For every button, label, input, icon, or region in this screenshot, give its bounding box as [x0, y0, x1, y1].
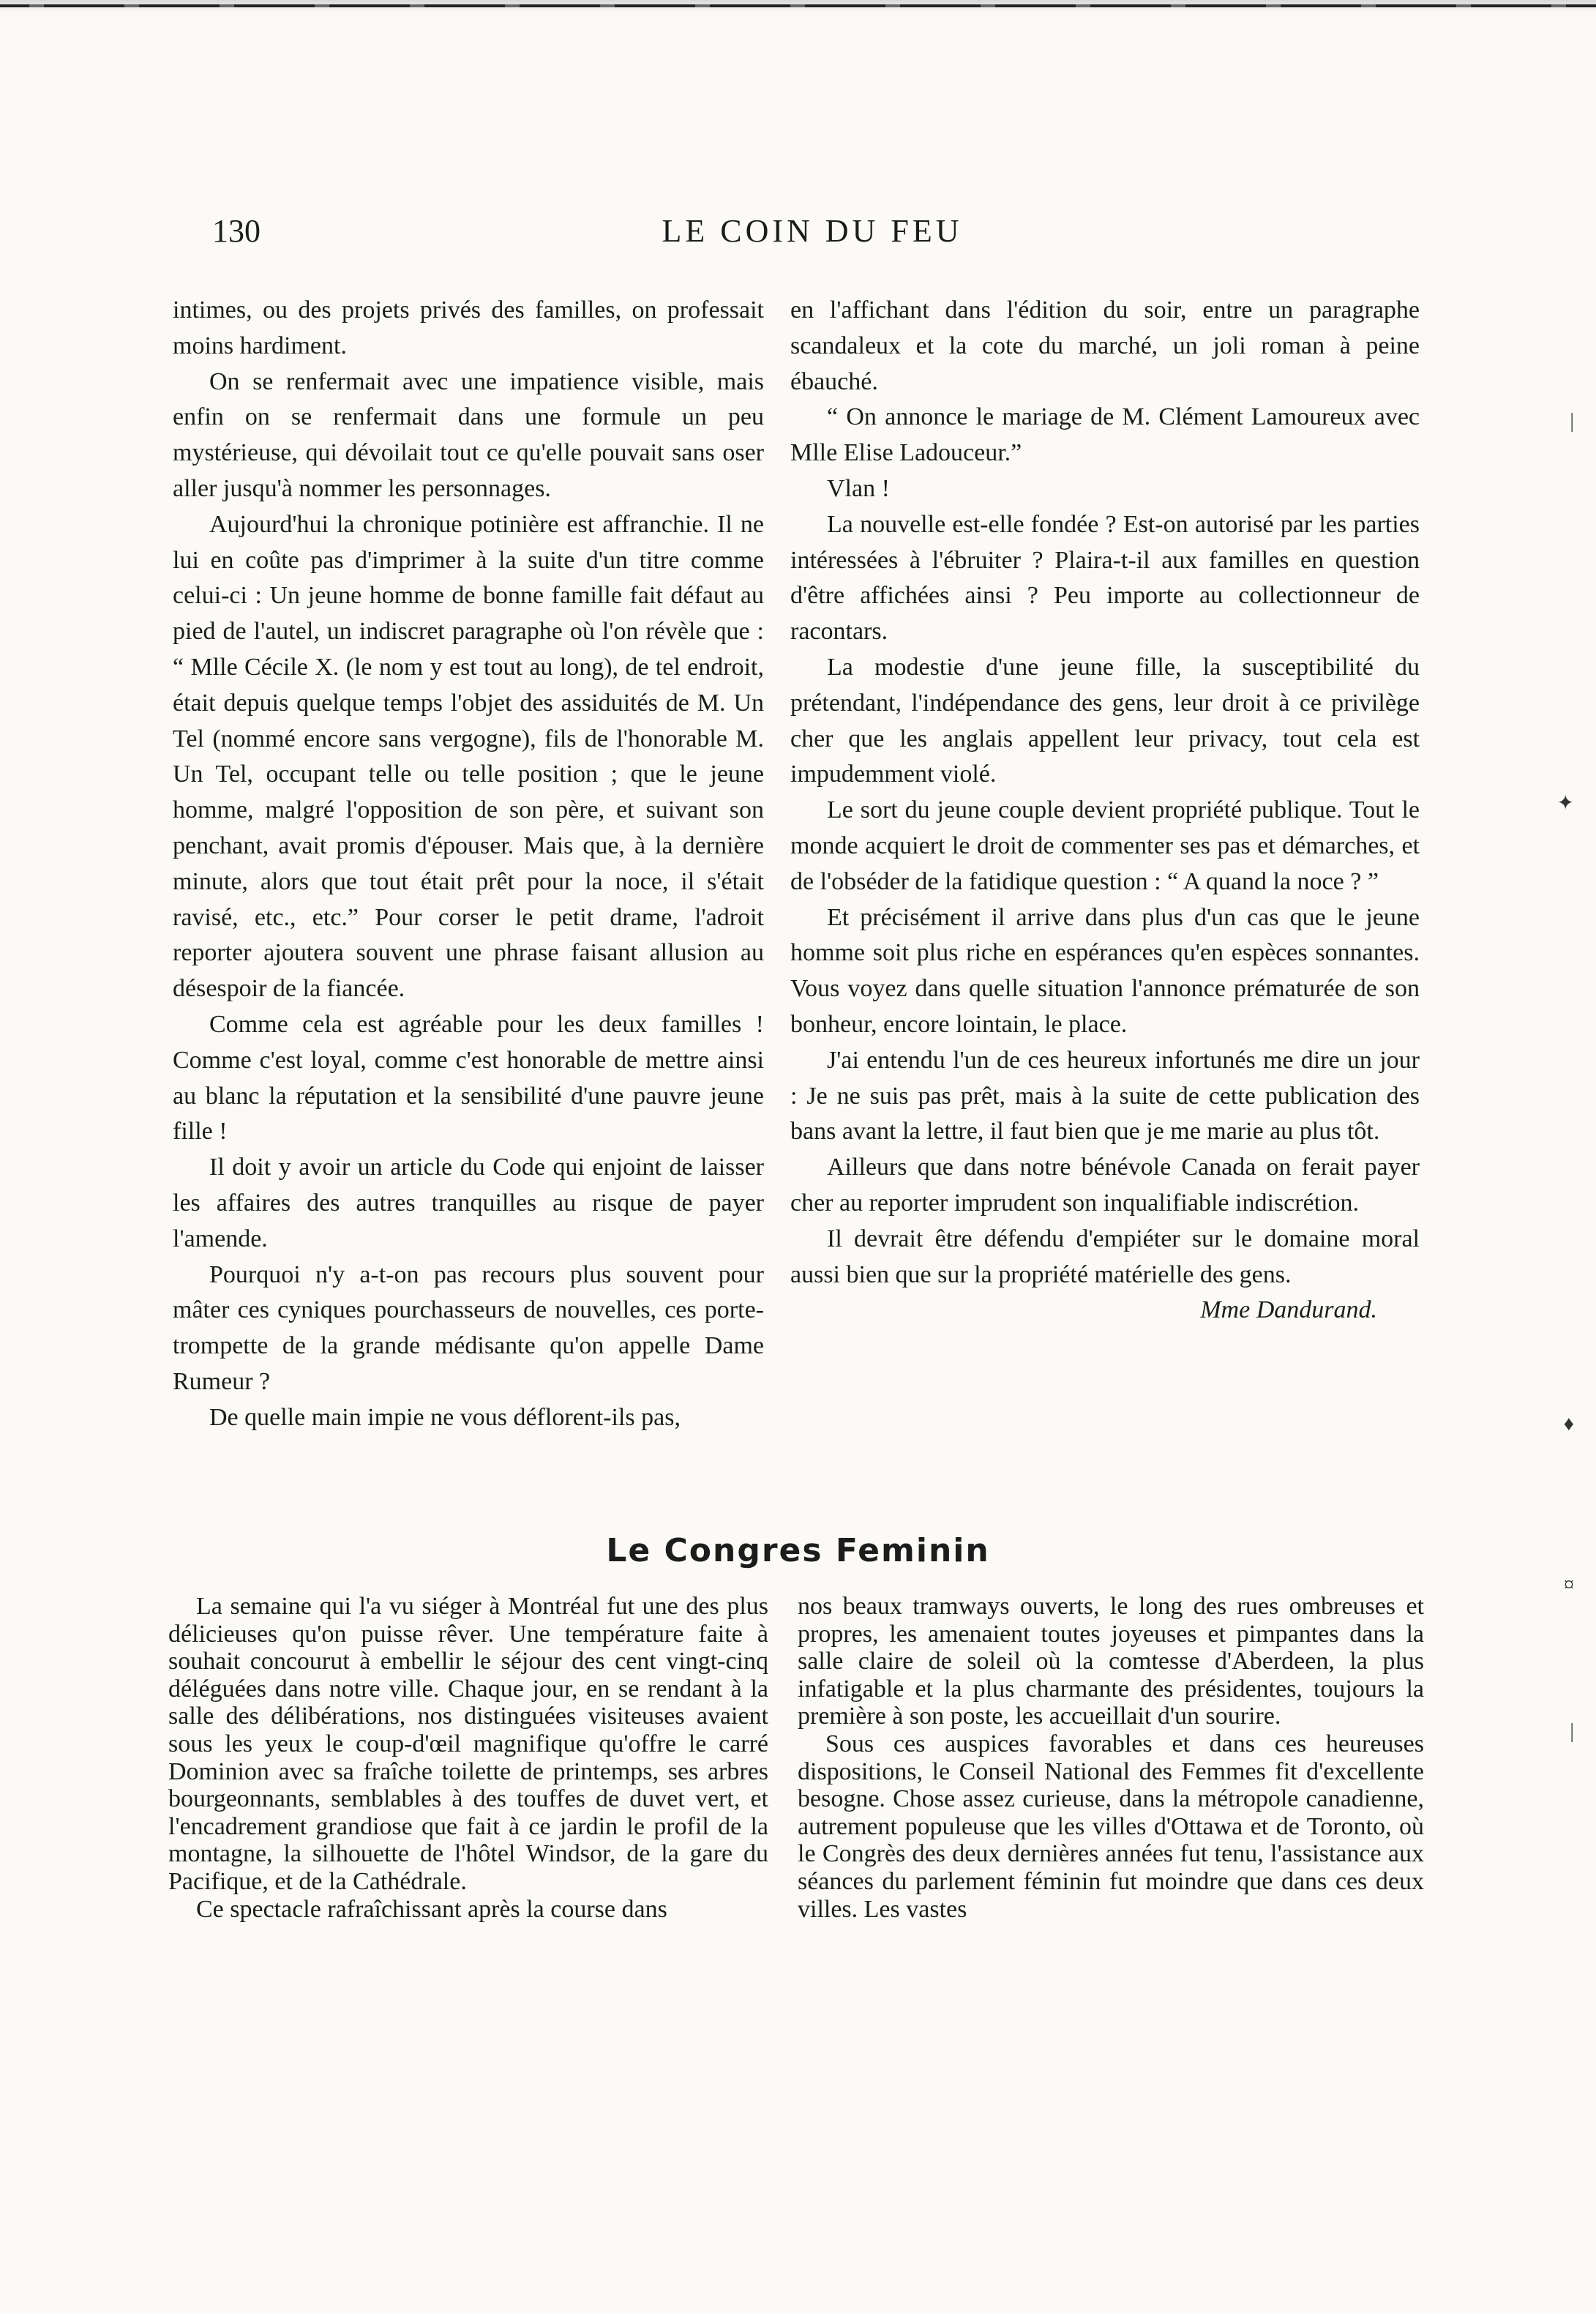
section-title: Le Congres Feminin	[606, 1532, 990, 1569]
paragraph: De quelle main impie ne vous déflorent-ils pas,	[209, 1403, 681, 1431]
paragraph: La semaine qui l'a vu siéger à Montréal fut une des plus délicieuses qu'on puisse rêver. Une température faite à souhait concourut à embellir le séjour des cent vingt-cinq déléguées dans notre ville. Chaque jour, en se rendant à la salle des délibérations, nos distinguées visiteuses avaient sous les yeux le coup-d'œil magnifique qu'offre le carré Dominion avec sa fraîche toilette de printemps, ses arbres bourgeonnants, semblables à des touffes de duvet vert, et l'encadrement grandiose que fait à ce jardin le profil de la montagne, la silhouette de l'hôtel Windsor, de la gare du Pacifique, et de la Cathédrale.	[168, 1593, 768, 1895]
paragraph: On se renfermait avec une impatience visible, mais enfin on se renfermait dans une formule un peu mystérieuse, qui dévoilait tout ce qu'elle pouvait sans oser aller jusqu'à nommer les personnages.	[173, 367, 764, 502]
page-number: 130	[212, 213, 261, 249]
scan-margin-mark: ♦	[1563, 1413, 1574, 1435]
article1-right-column	[790, 293, 1420, 1329]
scan-margin-mark: |	[1570, 1720, 1574, 1743]
paragraph: J'ai entendu l'un de ces heureux infortunés me dire un jour : Je ne suis pas prêt, mais à la suite de cette publication des bans avant la lettre, il faut bien que je me marie au plus tôt.	[790, 1046, 1420, 1146]
running-title: LE COIN DU FEU	[662, 213, 963, 249]
paragraph: Et précisément il arrive dans plus d'un cas que le jeune homme soit plus riche en espérances qu'en espèces sonnantes. Vous voyez dans quelle situation l'annonce prématurée de son bonheur, encore lointain, le place.	[790, 903, 1420, 1038]
article1-left-column	[173, 293, 764, 1436]
scan-margin-mark: |	[1570, 410, 1574, 433]
paragraph: en l'affichant dans l'édition du soir, entre un paragraphe scandaleux et la cote du marché, un joli roman à peine ébauché.	[790, 296, 1420, 395]
article2-left-column	[168, 1593, 768, 1923]
scan-margin-mark: ✦	[1556, 792, 1574, 815]
paragraph: intimes, ou des projets privés des familles, on professait moins hardiment.	[173, 296, 764, 359]
scan-top-edge	[0, 0, 1596, 12]
paragraph: Il devrait être défendu d'empiéter sur le domaine moral aussi bien que sur la propriété matérielle des gens.	[790, 1225, 1420, 1288]
paragraph: “ On annonce le mariage de M. Clément Lamoureux avec Mlle Elise Ladouceur.”	[790, 403, 1420, 467]
paragraph: La modestie d'une jeune fille, la susceptibilité du prétendant, l'indépendance des gens, leur droit à ce privilège cher que les anglais appellent leur privacy, tout cela est impudemment violé.	[790, 653, 1420, 788]
paragraph: Ailleurs que dans notre bénévole Canada on ferait payer cher au reporter imprudent son inqualifiable indiscrétion.	[790, 1154, 1420, 1217]
paragraph: nos beaux tramways ouverts, le long des rues ombreuses et propres, les amenaient toutes joyeuses et pimpantes dans la salle claire de soleil où la comtesse d'Aberdeen, la plus infatigable et la plus charmante des présidentes, toujours la première à son poste, les accueillait d'un sourire.	[798, 1593, 1424, 1730]
paragraph: Aujourd'hui la chronique potinière est affranchie. Il ne lui en coûte pas d'imprimer à la suite d'un titre comme celui-ci : Un jeune homme de bonne famille fait défaut au pied de l'autel, un indiscret paragraphe où l'on révèle que : “ Mlle Cécile X. (le nom y est tout au long), de tel endroit, était depuis quelque temps l'objet des assiduités de M. Un Tel (nommé encore sans vergogne), fils de l'honorable M. Un Tel, occupant telle ou telle position ; que le jeune homme, malgré l'opposition de son père, et suivant son penchant, avait promis d'épouser. Mais que, à la dernière minute, alors que tout était prêt pour la noce, il s'était ravisé, etc., etc.” Pour corser le petit drame, l'adroit reporter ajoutera souvent une phrase faisant allusion au désespoir de la fiancée.	[173, 510, 764, 1003]
author-signature: Mme Dandurand.	[1200, 1296, 1377, 1324]
paragraph: Comme cela est agréable pour les deux familles ! Comme c'est loyal, comme c'est honorable de mettre ainsi au blanc la réputation et la sensibilité d'une pauvre jeune fille !	[173, 1010, 764, 1146]
paragraph: Pourquoi n'y a-t-on pas recours plus souvent pour mâter ces cyniques pourchasseurs de nouvelles, ces porte-trompette de la grande médisante qu'on appelle Dame Rumeur ?	[173, 1260, 764, 1395]
paragraph: Sous ces auspices favorables et dans ces heureuses dispositions, le Conseil National des Femmes fit d'excellente besogne. Chose assez curieuse, dans la métropole canadienne, autrement populeuse que les villes d'Ottawa et de Toronto, où le Congrès des deux dernières années fut tenu, l'assistance aux séances du parlement féminin fut moindre que dans ces deux villes. Les vastes	[798, 1730, 1424, 1923]
paragraph: Le sort du jeune couple devient propriété publique. Tout le monde acquiert le droit de commenter ses pas et démarches, et de l'obséder de la fatidique question : “ A quand la noce ? ”	[790, 796, 1420, 895]
paragraph: Vlan !	[827, 474, 890, 502]
paragraph: La nouvelle est-elle fondée ? Est-on autorisé par les parties intéressées à l'ébruiter ? Plaira-t-il aux familles en question d'être affichées ainsi ? Peu importe au collectionneur de racontars.	[790, 510, 1420, 646]
paragraph: Ce spectacle rafraîchissant après la course dans	[196, 1895, 667, 1923]
scan-margin-mark: ¤	[1564, 1574, 1574, 1596]
article2-right-column	[798, 1593, 1424, 1923]
paragraph: Il doit y avoir un article du Code qui enjoint de laisser les affaires des autres tranquilles au risque de payer l'amende.	[173, 1154, 764, 1252]
running-header	[212, 212, 1412, 264]
